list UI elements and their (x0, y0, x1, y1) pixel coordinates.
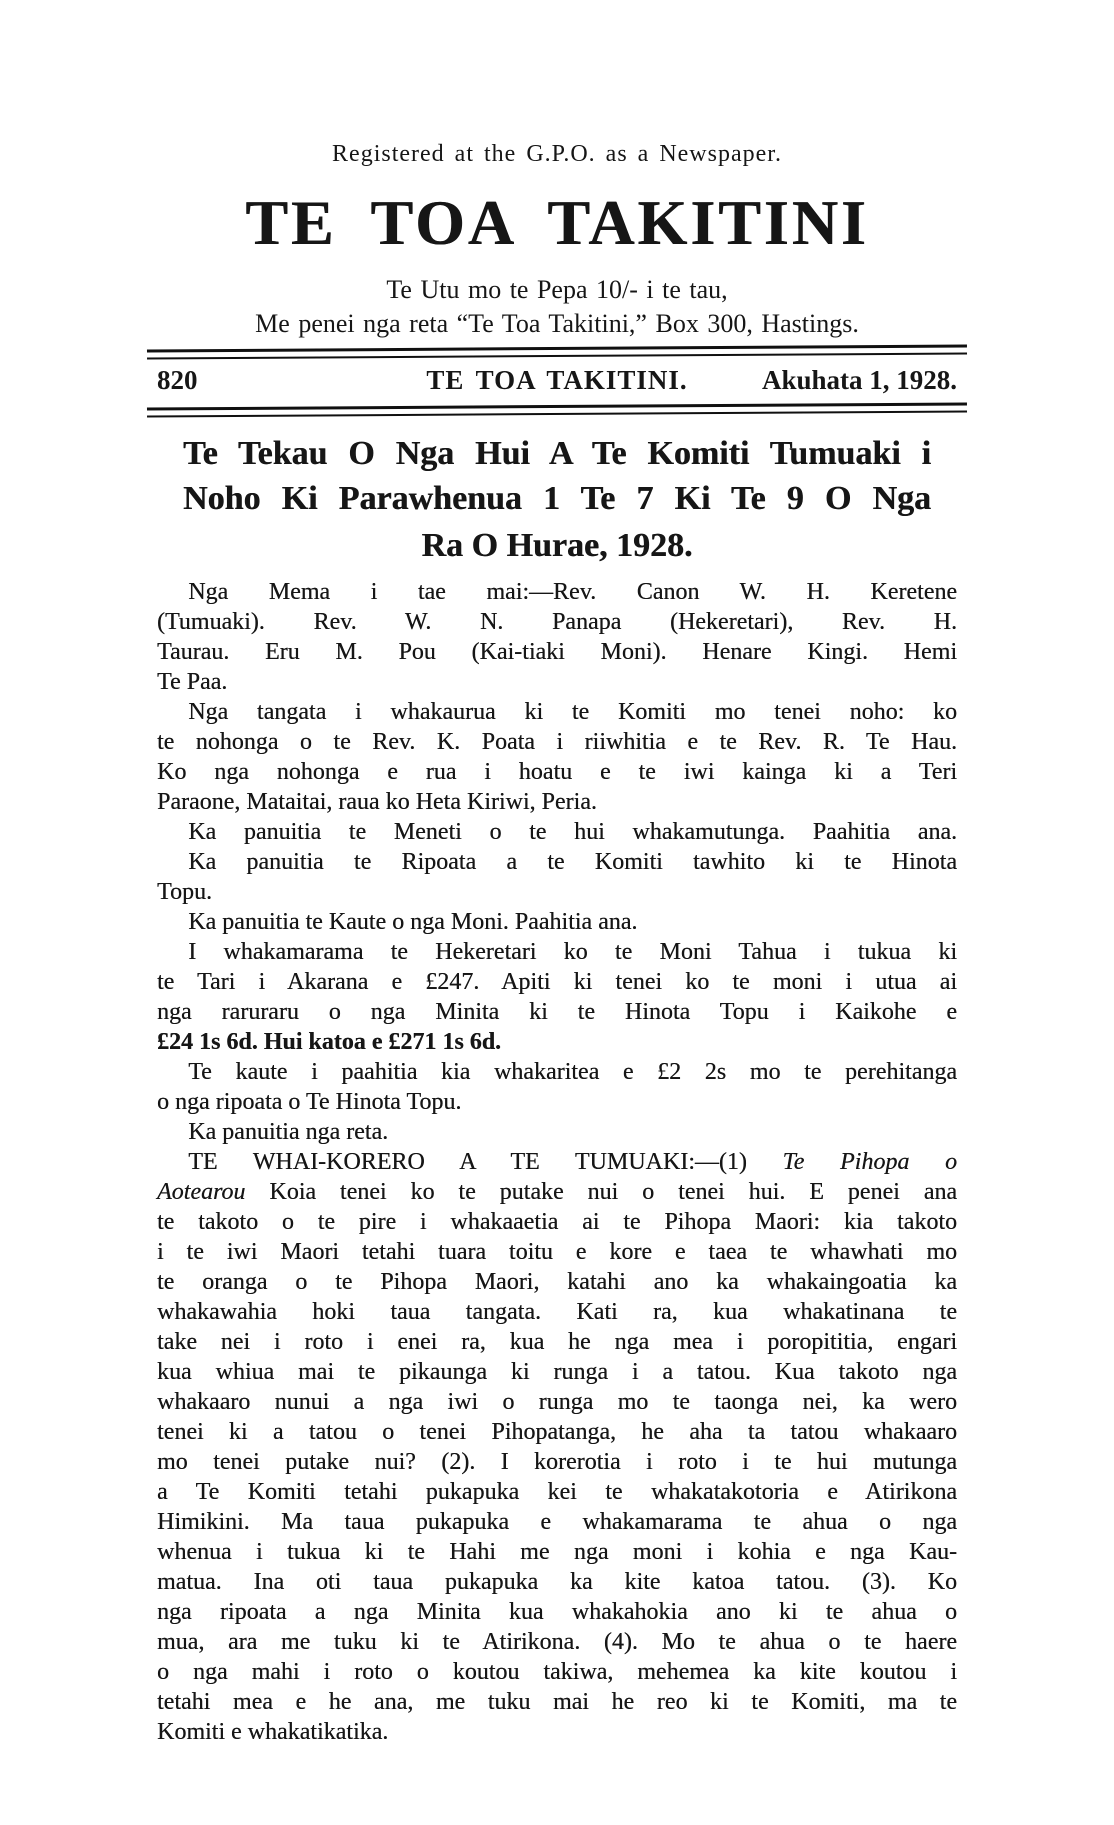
text-line (157, 877, 957, 907)
text-segment: Ka panuitia nga reta. (188, 1119, 389, 1145)
heading-line: Noho Ki Parawhenua 1 Te 7 Ki Te 9 O Nga (183, 480, 931, 517)
text-segment: whakawahia hoki taua tangata. Kati ra, kua whakatinana te (157, 1299, 957, 1325)
text-segment: Te Paa. (157, 669, 228, 695)
text-segment: whakaaro nunui a nga iwi o runga mo te taonga nei, ka wero (157, 1389, 957, 1415)
text-segment: Topu. (157, 879, 212, 905)
rule-line (147, 352, 967, 359)
text-segment: Ka panuitia te Ripoata a te Komiti tawhito ki te Hinota (188, 849, 957, 875)
page-number: 820 (157, 365, 198, 395)
masthead-title: TE TOA TAKITINI. (426, 365, 688, 395)
text-segment: te takoto o te pire i whakaaetia ai te Pihopa Maori: kia takoto (157, 1209, 957, 1235)
content-column (157, 0, 957, 1747)
text-segment: kua whiua mai te pikaunga ki runga i a tatou. Kua takoto nga (157, 1359, 957, 1385)
text-line (157, 1657, 957, 1687)
text-segment: tenei ki a tatou o tenei Pihopatanga, he aha ta tatou whakaaro (157, 1419, 957, 1445)
text-segment: Ka panuitia te Meneti o te hui whakamutunga. Paahitia ana. (188, 819, 957, 845)
address-line: Me penei nga reta “Te Toa Takitini,” Box 300, Hastings. (255, 309, 859, 338)
text-line (157, 787, 957, 817)
text-segment: te oranga o te Pihopa Maori, katahi ano ka whakaingoatia ka (157, 1269, 957, 1295)
text-line (157, 1207, 957, 1237)
text-segment: Himikini. Ma taua pukapuka e whakamarama te ahua o nga (157, 1509, 957, 1535)
text-line (157, 697, 957, 727)
text-line (157, 1597, 957, 1627)
text-line (157, 1267, 957, 1297)
text-line (157, 1507, 957, 1537)
masthead-row (157, 364, 957, 397)
text-segment: £24 1s 6d. Hui katoa e £271 1s 6d. (157, 1029, 502, 1055)
heading-line: Te Tekau O Nga Hui A Te Komiti Tumuaki i (183, 435, 931, 472)
text-segment: Komiti e whakatikatika. (157, 1719, 389, 1745)
text-line (157, 757, 957, 787)
text-line (157, 667, 957, 697)
subscription-line: Te Utu mo te Pepa 10/- i te tau, (386, 275, 728, 304)
text-line (157, 997, 957, 1027)
text-segment: Ka panuitia te Kaute o nga Moni. Paahitia ana. (188, 909, 638, 935)
text-line (157, 907, 957, 937)
text-line (157, 847, 957, 877)
double-rule-bottom (147, 402, 967, 417)
paragraph (157, 1117, 957, 1147)
article-heading (157, 431, 957, 568)
text-line (157, 1297, 957, 1327)
text-segment: mua, ara me tuku ki te Atirikona. (4). Mo te ahua o te haere (157, 1629, 957, 1655)
text-segment: tetahi mea e he ana, me tuku mai he reo ki te Komiti, ma te (157, 1689, 957, 1715)
text-line (157, 1027, 957, 1057)
text-line (157, 1537, 957, 1567)
text-segment: Nga tangata i whakaurua ki te Komiti mo tenei noho: ko (188, 699, 957, 725)
text-segment: Nga Mema i tae mai:—Rev. Canon W. H. Keretene (188, 579, 957, 605)
paragraph (157, 697, 957, 817)
text-line (157, 577, 957, 607)
text-segment: Aotearou (157, 1179, 246, 1205)
text-segment: a Te Komiti tetahi pukapuka kei te whakatakotoria e Atirikona (157, 1479, 957, 1505)
text-segment: matua. Ina oti taua pukapuka ka kite katoa tatou. (3). Ko (157, 1569, 957, 1595)
text-segment: whenua i tukua ki te Hahi me nga moni i kohia e nga Kau- (157, 1539, 957, 1565)
text-line (157, 1387, 957, 1417)
text-segment: i te iwi Maori tetahi tuara toitu e kore e taea te whawhati mo (157, 1239, 957, 1265)
text-line (157, 1417, 957, 1447)
text-line (157, 727, 957, 757)
text-line (157, 1627, 957, 1657)
text-line (157, 1327, 957, 1357)
text-line (157, 1717, 957, 1747)
text-segment: nga ripoata a nga Minita kua whakahokia ano ki te ahua o (157, 1599, 957, 1625)
text-line (157, 1147, 957, 1177)
text-line (157, 967, 957, 997)
rule-line (147, 410, 967, 417)
paragraph (157, 907, 957, 937)
text-segment: Ko nga nohonga e rua i hoatu e te iwi kainga ki a Teri (157, 759, 957, 785)
text-segment: te Tari i Akarana e £247. Apiti ki tenei ko te moni i utua ai (157, 969, 957, 995)
newspaper-title: TE TOA TAKITINI (245, 187, 869, 258)
text-line (157, 1237, 957, 1267)
heading-line: Ra O Hurae, 1928. (421, 527, 693, 564)
text-segment: nga raruraru o nga Minita ki te Hinota Topu i Kaikohe e (157, 999, 957, 1025)
text-segment: take nei i roto i enei ra, kua he nga mea i poropititia, engari (157, 1329, 957, 1355)
text-line (157, 607, 957, 637)
text-line (157, 1177, 957, 1207)
paragraph (157, 577, 957, 697)
text-segment: te nohonga o te Rev. K. Poata i riiwhitia e te Rev. R. Te Hau. (157, 729, 957, 755)
paragraph (157, 1147, 957, 1747)
text-segment: Paraone, Mataitai, raua ko Heta Kiriwi, Peria. (157, 789, 597, 815)
text-segment: Taurau. Eru M. Pou (Kai-tiaki Moni). Henare Kingi. Hemi (157, 639, 957, 665)
text-line (157, 637, 957, 667)
rule-line (147, 344, 967, 352)
issue-date: Akuhata 1, 1928. (761, 365, 957, 395)
text-line (157, 1687, 957, 1717)
text-line (157, 1057, 957, 1087)
text-line (157, 1087, 957, 1117)
text-segment: o nga mahi i roto o koutou takiwa, mehemea ka kite koutou i (157, 1659, 957, 1685)
text-segment: (Tumuaki). Rev. W. N. Panapa (Hekeretari), Rev. H. (157, 609, 957, 635)
text-segment: TE WHAI-KORERO A TE TUMUAKI:—(1) (188, 1149, 783, 1175)
registration-notice: Registered at the G.P.O. as a Newspaper. (332, 141, 782, 167)
text-line (157, 1447, 957, 1477)
paragraph (157, 817, 957, 847)
text-line (157, 817, 957, 847)
text-line (157, 1567, 957, 1597)
text-segment: mo tenei putake nui? (2). I korerotia i roto i te hui mutunga (157, 1449, 957, 1475)
text-line (157, 1477, 957, 1507)
paragraph (157, 1057, 957, 1117)
rule-line (147, 402, 967, 410)
paragraph (157, 937, 957, 1057)
text-segment: I whakamarama te Hekeretari ko te Moni Tahua i tukua ki (188, 939, 957, 965)
text-segment: Te Pihopa o (782, 1149, 958, 1175)
text-line (157, 1357, 957, 1387)
paragraph (157, 847, 957, 907)
article-body (157, 577, 957, 1747)
text-line (157, 1117, 957, 1147)
double-rule-top (147, 344, 967, 359)
text-segment: Koia tenei ko te putake nui o tenei hui. E penei ana (245, 1179, 957, 1205)
text-segment: o nga ripoata o Te Hinota Topu. (157, 1089, 462, 1115)
text-line (157, 937, 957, 967)
text-segment: Te kaute i paahitia kia whakaritea e £2 2s mo te perehitanga (188, 1059, 957, 1085)
